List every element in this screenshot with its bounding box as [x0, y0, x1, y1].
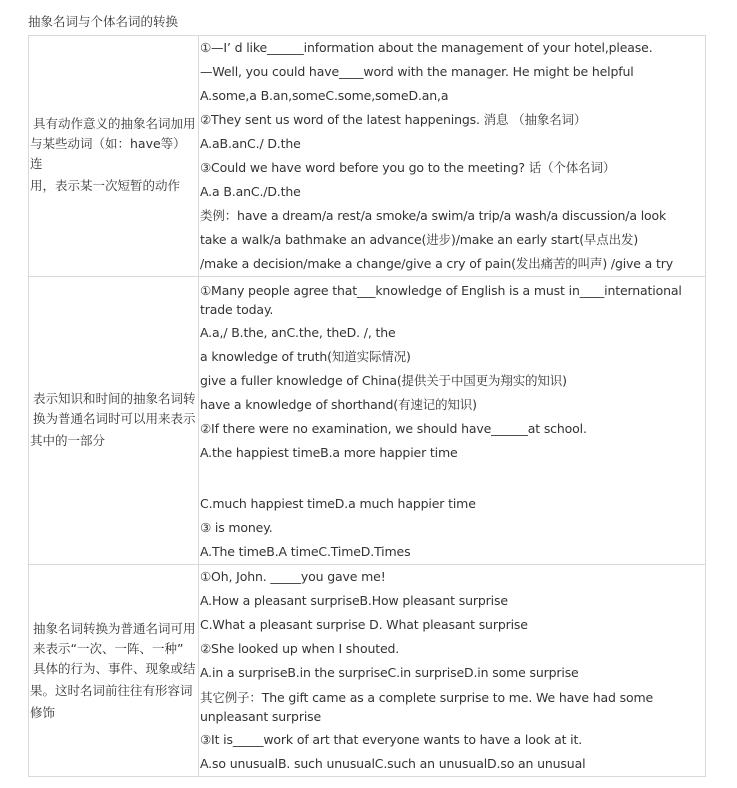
example-line: give a fuller knowledge of China(提供关于中国更为翔实的知识) — [200, 372, 567, 388]
example-line: ①—I’ d like______information about the management of your hotel,please. — [200, 40, 653, 55]
example-line: ③ is money. — [200, 519, 273, 535]
example-line: a knowledge of truth(知道实际情况) — [200, 348, 411, 364]
rule-description-cell — [29, 36, 199, 277]
other-examples-line: 其它例子：The gift came as a complete surprise to me. We have had some unpleasant surprise — [200, 690, 654, 724]
answer-options: C.What a pleasant surprise D. What pleasant surprise — [200, 617, 528, 632]
example-line: —Well, you could have____word with the manager. He might be helpful — [200, 64, 634, 79]
example-line: ②If there were no examination, we should have______at school. — [200, 420, 587, 436]
answer-options: C.much happiest timeD.a much happier time — [200, 495, 476, 511]
table-row — [29, 36, 706, 277]
example-line: have a knowledge of shorthand(有速记的知识) — [200, 396, 477, 412]
rule-description-line: 换为普通名词时可以用来表示 — [33, 410, 196, 426]
rule-description-line: 抽象名词转换为普通名词可用 — [33, 620, 196, 636]
table-row — [29, 277, 706, 565]
example-line: ①Many people agree that___knowledge of English is a must in____international trade today. — [200, 282, 682, 317]
rule-description-cell — [29, 277, 199, 565]
answer-options: A.The timeB.A timeC.TimeD.Times — [200, 543, 411, 559]
rule-description-line: 果。这时名词前往往有形容词 — [30, 682, 193, 698]
examples-cell — [199, 36, 706, 277]
examples-cell — [199, 565, 706, 777]
rule-description-line: 修饰 — [30, 704, 56, 720]
answer-options: A.the happiest timeB.a more happier time — [200, 444, 458, 460]
example-line: ②They sent us word of the latest happenings. 消息 （抽象名词） — [200, 112, 587, 127]
blank-line — [200, 465, 705, 492]
similar-examples-line: 类例：have a dream/a rest/a smoke/a swim/a trip/a wash/a discussion/a look — [200, 208, 667, 223]
example-line: ①Oh, John. _____you gave me! — [200, 569, 386, 584]
answer-options: A.some,a B.an,someC.some,someD.an,a — [200, 88, 449, 103]
rule-description-line: 具有动作意义的抽象名词加用 — [33, 116, 196, 131]
rule-description-line: 与某些动词（如：have等）连 — [30, 136, 186, 171]
examples-cell — [199, 277, 706, 565]
rule-description-line: 表示知识和时间的抽象名词转 — [33, 390, 196, 406]
example-line: ③Could we have word before you go to the meeting? 话（个体名词） — [200, 160, 616, 175]
answer-options: A.a B.anC./D.the — [200, 184, 301, 199]
answer-options: A.How a pleasant surpriseB.How pleasant surprise — [200, 593, 508, 608]
example-line: ②She looked up when I shouted. — [200, 641, 400, 656]
document-title: 抽象名词与个体名词的转换 — [28, 14, 179, 29]
answer-options: A.aB.anC./ D.the — [200, 136, 301, 151]
rule-description-line: 具体的行为、事件、现象或结 — [33, 660, 196, 676]
table-row — [29, 565, 706, 777]
rule-description-line: 其中的一部分 — [30, 432, 106, 448]
rule-description-line: 来表示“一次、一阵、一种” — [33, 640, 184, 656]
rule-description-cell — [29, 565, 199, 777]
example-line: ③It is_____work of art that everyone wants to have a look at it. — [200, 732, 583, 747]
answer-options: A.a,/ B.the, anC.the, theD. /, the — [200, 324, 396, 340]
grammar-table — [28, 35, 706, 777]
similar-examples-line: /make a decision/make a change/give a cry of pain(发出痛苦的叫声) /give a try — [200, 256, 673, 271]
answer-options: A.so unusualB. such unusualC.such an unusualD.so an unusual — [200, 756, 586, 771]
similar-examples-line: take a walk/a bathmake an advance(进步)/make an early start(早点出发) — [200, 232, 639, 247]
answer-options: A.in a surpriseB.in the surpriseC.in surpriseD.in some surprise — [200, 665, 579, 680]
rule-description-line: 用，表示某一次短暂的动作 — [30, 178, 181, 193]
